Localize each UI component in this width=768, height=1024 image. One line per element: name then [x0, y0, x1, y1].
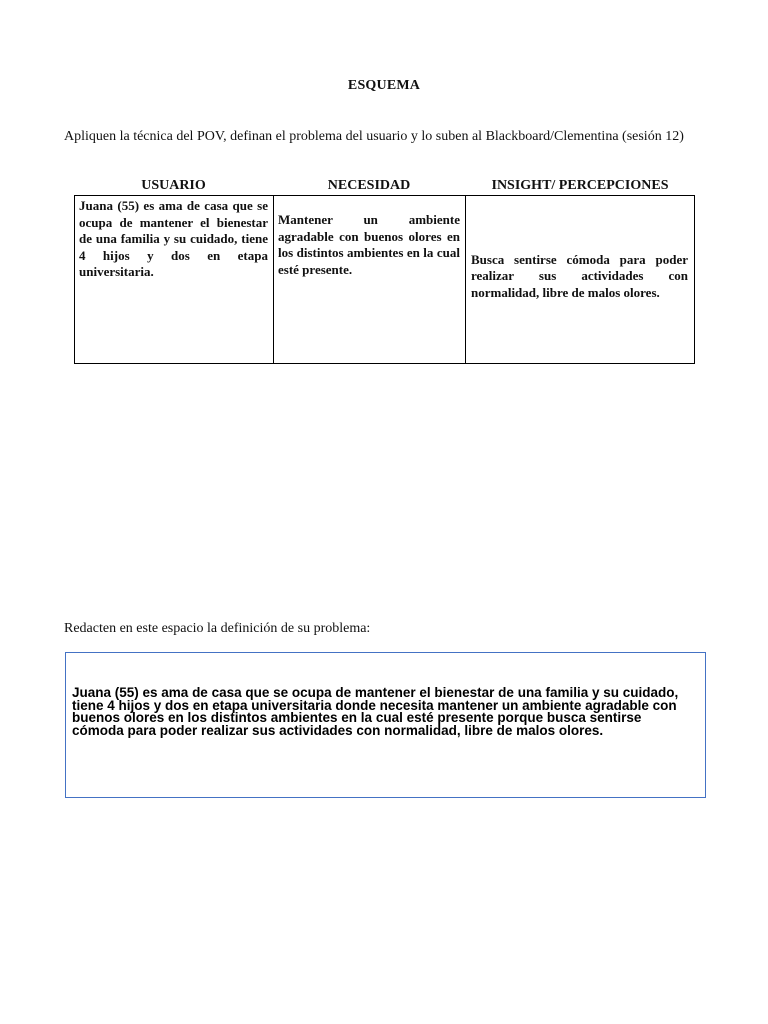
pov-table	[74, 195, 695, 364]
definition-box	[65, 652, 706, 798]
table-cell-insight-text: Busca sentirse cómoda para poder realizar sus actividades con normalidad, libre de malos olores.	[471, 251, 688, 300]
definition-text: Juana (55) es ama de casa que se ocupa de mantener el bienestar de una familia y su cuidado, tiene 4 hijos y dos en etapa universitaria donde necesita mantener un ambiente agradable con buenos olores en los distintos ambientes en la cual esté presente porque busca sentirse cómoda para poder realizar sus actividades con normalidad, libre de malos olores.	[72, 685, 679, 738]
definition-label: Redacten en este espacio la definición de su problema:	[64, 621, 371, 636]
column-header-insight: INSIGHT/ PERCEPCIONES	[491, 178, 669, 193]
page-title: ESQUEMA	[347, 78, 421, 93]
table-cell-insight	[466, 196, 694, 363]
column-header-need: NECESIDAD	[327, 178, 411, 193]
table-cell-user: Juana (55) es ama de casa que se ocupa de mantener el bienestar de una familia y su cuidado, tiene 4 hijos y dos en etapa universitaria.	[75, 196, 274, 363]
instructions-paragraph: Apliquen la técnica del POV, definan el problema del usuario y lo suben al Blackboard/Clementina (sesión 12)	[64, 129, 684, 144]
table-cell-need: Mantener un ambiente agradable con buenos olores en los distintos ambientes en la cual esté presente.	[274, 196, 466, 363]
column-header-user: USUARIO	[141, 178, 206, 193]
